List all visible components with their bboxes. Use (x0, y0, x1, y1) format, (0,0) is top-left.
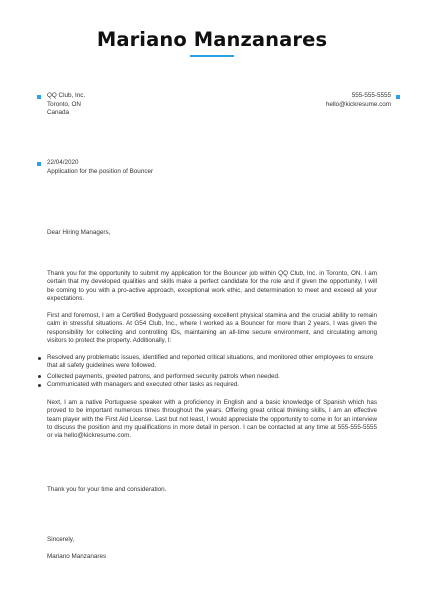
bullet-text: Resolved any problematic issues, identified and reported critical situations, and monitored other employees to ensure that all safety guidelines were followed. (47, 354, 374, 370)
bullet-text: Communicated with managers and executed other tasks as required. (47, 381, 240, 388)
paragraph-languages: Next, I am a native Portuguese speaker with a proficiency in English and a basic knowledge of Spanish which has proved to be important numerous times throughout the years. Offering great critical thinking skills, I am an effective team player with the First Aid License. Last but not least, I would appreciate the opportunity to come in for an interview to discuss the position and my qualifications in more detail in person. I can be contacted at any time at 555-555-5555 or via hello@kickresume.com. (47, 399, 377, 440)
bullet-icon (38, 384, 41, 387)
bullet-icon (38, 357, 41, 360)
recipient-country: Canada (47, 109, 70, 116)
sender-phone: 555-555-5555 (351, 92, 391, 99)
bullet-text: Collected payments, greeted patrons, and performed security patrols when needed. (47, 372, 280, 380)
sender-marker-icon (396, 95, 400, 99)
paragraph-intro: Thank you for the opportunity to submit my application for the Bouncer job within QQ Club, Inc. in Toronto, ON. I am certain that my developed qualities and skills make a perfect candidate for the role and if given the opportunity, I will be coming to you with a pro-active approach, exceptional work ethic, and determination to meet and exceed all your expectations. (47, 270, 377, 302)
recipient-company: QQ Club, Inc. (47, 92, 86, 99)
name-underline (190, 55, 234, 57)
bullet-item (47, 373, 377, 381)
closing: Sincerely, (47, 536, 75, 543)
date-marker-icon (37, 162, 41, 166)
letter-subject: Application for the position of Bouncer (47, 168, 154, 175)
paragraph-experience: First and foremost, I am a Certified Bodyguard possessing excellent physical stamina and the crucial ability to remain calm in stressful situations. At G54 Club, Inc., where I worked as a Bouncer for more than 2 years, I was given the responsibility for collecting and controlling IDs, maintaining an all-time secure environment, and circulating among visitors to protect the property. Additionally, I: (47, 312, 377, 344)
salutation: Dear Hiring Managers, (47, 229, 111, 236)
thank-you-line: Thank you for your time and consideration. (47, 486, 167, 493)
letter-date: 22/04/2020 (47, 159, 79, 166)
signature-name: Mariano Manzanares (47, 553, 107, 560)
bullet-icon (38, 375, 41, 378)
sender-email: hello@kickresume.com (325, 100, 391, 108)
recipient-city: Toronto, ON (47, 100, 81, 108)
applicant-name: Mariano Manzanares (96, 28, 328, 51)
bullet-item (47, 354, 377, 371)
bullet-item (47, 381, 377, 389)
recipient-marker-icon (37, 95, 41, 99)
